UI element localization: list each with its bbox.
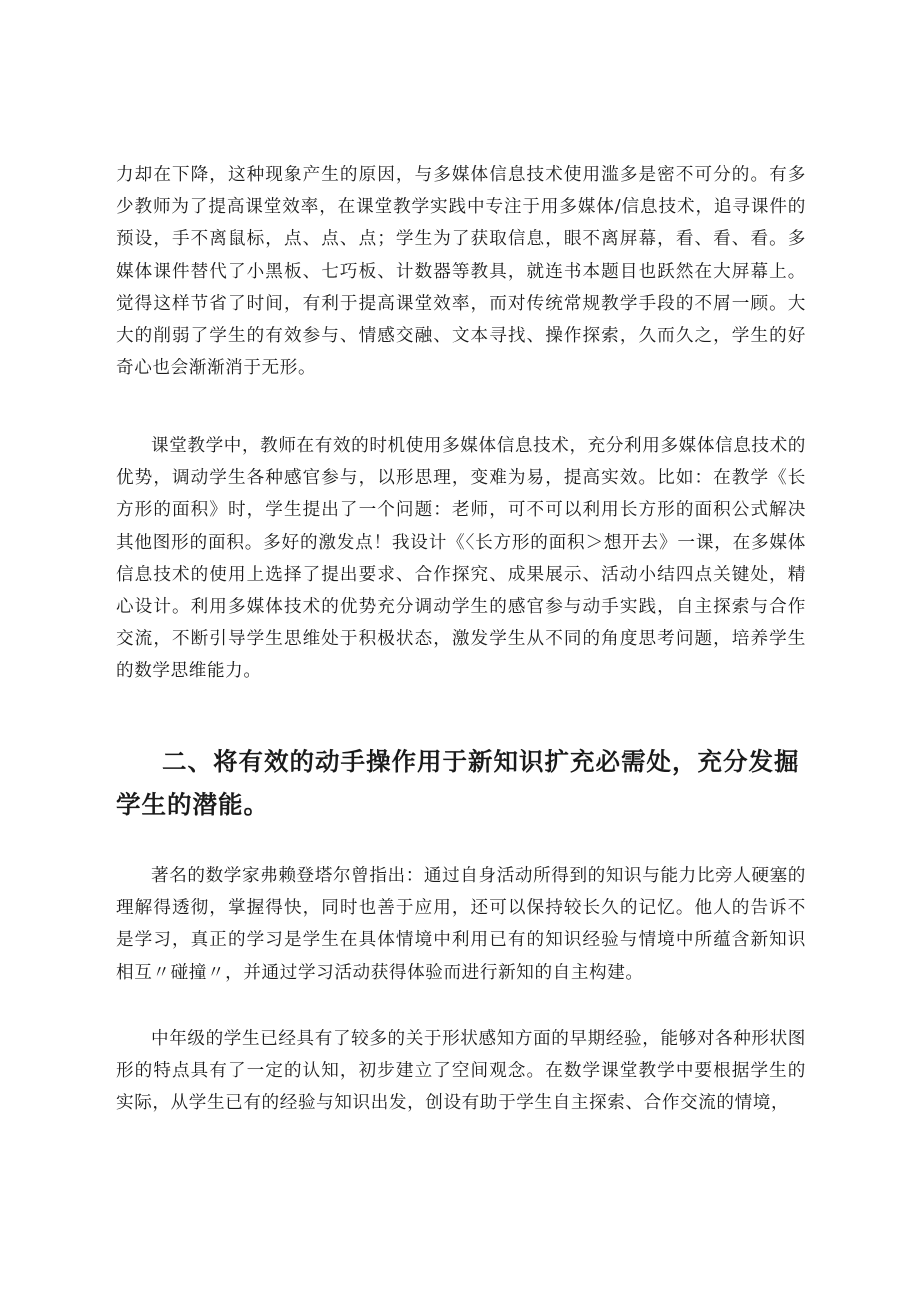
paragraph-freudenthal-quote: 著名的数学家弗赖登塔尔曾指出：通过自身活动所得到的知识与能力比旁人硬塞的理解得透彻，掌握得快，同时也善于应用，还可以保持较长久的记忆。他人的告诉不是学习，真正的学习是学生在具体情境中利用已有的知识经验与情境中所蕴含新知识相互〃碰撞〃，并通过学习活动获得体验而进行新知的自主构建。: [116, 866, 806, 983]
paragraph-middle-grade-students: 中年级的学生已经具有了较多的关于形状感知方面的早期经验，能够对各种形状图形的特点具有了一定的认知，初步建立了空间观念。在数学课堂教学中要根据学生的实际，从学生已有的经验与知识出发，创设有助于学生自主探索、合作交流的情境，: [116, 1029, 806, 1114]
paragraph-multimedia-example: 课堂教学中，教师在有效的时机使用多媒体信息技术，充分利用多媒体信息技术的优势，调动学生各种感官参与，以形思理，变难为易，提高实效。比如：在教学《长方形的面积》时，学生提出了一个问题：老师，可不可以利用长方形的面积公式解决其他图形的面积。多好的激发点！我设计《〈长方形的面积＞想开去》一课，在多媒体信息技术的使用上选择了提出要求、合作探究、成果展示、活动小结四点关键处，精心设计。利用多媒体技术的优势充分调动学生的感官参与动手实践，自主探索与合作交流，不断引导学生思维处于积极状态，激发学生从不同的角度思考问题，培养学生的数学思维能力。: [116, 436, 806, 682]
section-heading-two: 二、将有效的动手操作用于新知识扩充必需处，充分发掘学生的潜能。: [116, 747, 800, 819]
paragraph-continuation: 力却在下降，这种现象产生的原因，与多媒体信息技术使用滥多是密不可分的。有多少教师为了提高课堂效率，在课堂教学实践中专注于用多媒体/信息技术，追寻课件的预设，手不离鼠标，点、点、点；学生为了获取信息，眼不离屏幕，看、看、看。多媒体课件替代了小黑板、七巧板、计数器等教具，就连书本题目也跃然在大屏幕上。觉得这样节省了时间，有利于提高课堂效率，而对传统常规教学手段的不屑一顾。大大的削弱了学生的有效参与、情感交融、文本寻找、操作探索，久而久之，学生的好奇心也会渐渐消于无形。: [116, 165, 806, 379]
